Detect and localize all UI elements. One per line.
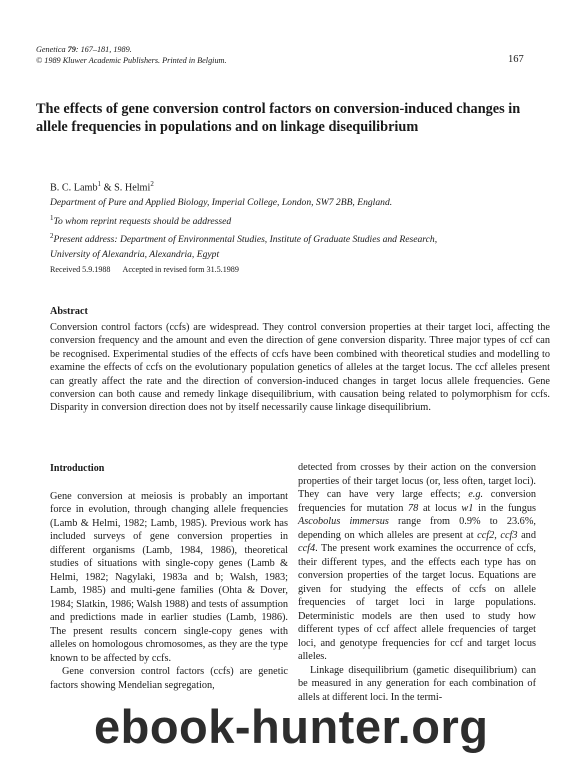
text-run: detected from crosses by their action on the conversion properties of their target locus (or, less often, target loci). They can have very large effects; bbox=[298, 462, 536, 500]
paper-title: The effects of gene conversion control factors on conversion-induced changes in allele frequencies in populations and on linkage disequilibrium bbox=[36, 101, 521, 135]
text-run: , bbox=[494, 529, 501, 541]
footnote-present-address bbox=[50, 229, 550, 248]
affiliations bbox=[50, 196, 550, 263]
footnote-correspondence bbox=[50, 211, 550, 230]
footnote-present-address-cont: University of Alexandria, Alexandria, Egypt bbox=[50, 249, 220, 261]
text-run-italic: Ascobolus immersus bbox=[298, 516, 389, 527]
footnote-marker: 2 bbox=[50, 232, 54, 241]
journal-pages: : 167–181, 1989. bbox=[75, 45, 132, 54]
accepted-date: Accepted in revised form 31.5.1989 bbox=[122, 265, 239, 274]
abstract-text: Conversion control factors (ccfs) are widespread. They control conversion properties at their target loci, affecting the conversion frequency and the amount and even the direction of gene conversion disparity. Three major types of ccf can be recognised. Experimental studies of the effects of ccfs have been combined with theoretical studies and modelling to examine the effects of ccfs on the evolutionary population genetics of alleles at the target locus. The ccf alleles present can greatly affect the rate and the direction of conversion-induced changes in target locus allele frequencies. Gene conversion can both cause and remedy linkage disequilibrium, with causation being related to polymorphism for ccfs. Disparity in conversion direction does not by itself necessarily cause linkage disequilibrium. bbox=[50, 322, 550, 414]
intro-paragraph: Linkage disequilibrium (gametic disequilibrium) can be measured in any generation for each combination of allels at different loci. In the termi- bbox=[298, 664, 536, 703]
text-run: conversion frequencies for mutation bbox=[298, 489, 536, 514]
author-footnote-marker: 1 bbox=[97, 180, 102, 188]
footnote-text: Department of Environmental Studies, Institute of Graduate Studies and Research, bbox=[117, 234, 438, 246]
intro-paragraph: Gene conversion control factors (ccfs) are genetic factors showing Mendelian segregation, bbox=[50, 666, 288, 691]
text-run: at locus bbox=[418, 502, 462, 514]
text-run-italic: e.g. bbox=[468, 489, 484, 500]
journal-name: Genetica bbox=[36, 45, 66, 54]
left-column bbox=[50, 462, 288, 692]
intro-paragraph bbox=[298, 461, 536, 664]
text-run-italic: ccf3 bbox=[500, 529, 518, 541]
author-name: S. Helmi bbox=[114, 182, 151, 194]
author-footnote-marker: 2 bbox=[150, 180, 154, 188]
author-separator: & bbox=[101, 182, 115, 194]
text-run-italic: ccf4 bbox=[298, 543, 316, 554]
footnote-marker: 1 bbox=[50, 213, 54, 222]
text-run: and bbox=[517, 529, 536, 541]
received-date: Received 5.9.1988 bbox=[50, 265, 111, 274]
text-run-italic: 78 bbox=[408, 502, 419, 514]
footnote-label: Present address: bbox=[53, 234, 118, 246]
journal-citation bbox=[36, 45, 336, 66]
submission-dates bbox=[50, 265, 239, 274]
abstract-heading: Abstract bbox=[50, 306, 88, 317]
citation-line bbox=[36, 45, 336, 56]
author-list bbox=[50, 180, 154, 193]
affiliation-department: Department of Pure and Applied Biology, Imperial College, London, SW7 2BB, England. bbox=[50, 197, 393, 208]
watermark-logo: ebook-hunter.org bbox=[94, 700, 489, 753]
text-run: in the fungus bbox=[473, 502, 537, 514]
text-run-italic: ccf2 bbox=[477, 529, 495, 541]
text-run: . The present work examines the occurrence of ccfs, their different types, and the effects each type has on conversion properties of the target locus. Equations are given for studying the effects of ccfs on allele frequencies of target loci in large populations. Deterministic models are then used to study how different types of ccf affect allele frequencies of target loci, and genotype frequencies for ccf and target locus alleles. bbox=[298, 543, 536, 662]
introduction-heading: Introduction bbox=[50, 463, 105, 474]
text-run: range from 0.9% to 23.6%, depending on which alleles are present at bbox=[298, 516, 536, 541]
intro-paragraph: Gene conversion at meiosis is probably an important force in evolution, through changing allele frequencies (Lamb & Helmi, 1982; Lamb, 1985). Previous work has included surveys of gene conversion properties in different organisms (Lamb, 1984, 1986), theoretical studies of situations with single-copy genes (Lamb & Helmi, 1982; Nagylaki, 1983a and b; Walsh, 1983; Lamb, 1985) and multi-gene families (Ohta & Dover, 1984; Slatkin, 1986; Walsh 1988) and tests of assumption and predictions made in earlier studies (Lamb, 1986). The present results concern single-copy genes with alleles on homologous chromosomes, as they are the type known to be affected by ccfs. bbox=[50, 490, 288, 664]
right-column bbox=[298, 461, 536, 704]
footnote-text: To whom reprint requests should be addressed bbox=[53, 215, 232, 227]
page-number: 167 bbox=[508, 54, 524, 65]
text-run-italic: w1 bbox=[461, 502, 474, 514]
author-name: B. C. Lamb bbox=[50, 182, 98, 194]
copyright-line: © 1989 Kluwer Academic Publishers. Printed in Belgium. bbox=[36, 55, 227, 65]
journal-volume: 79 bbox=[67, 45, 76, 54]
